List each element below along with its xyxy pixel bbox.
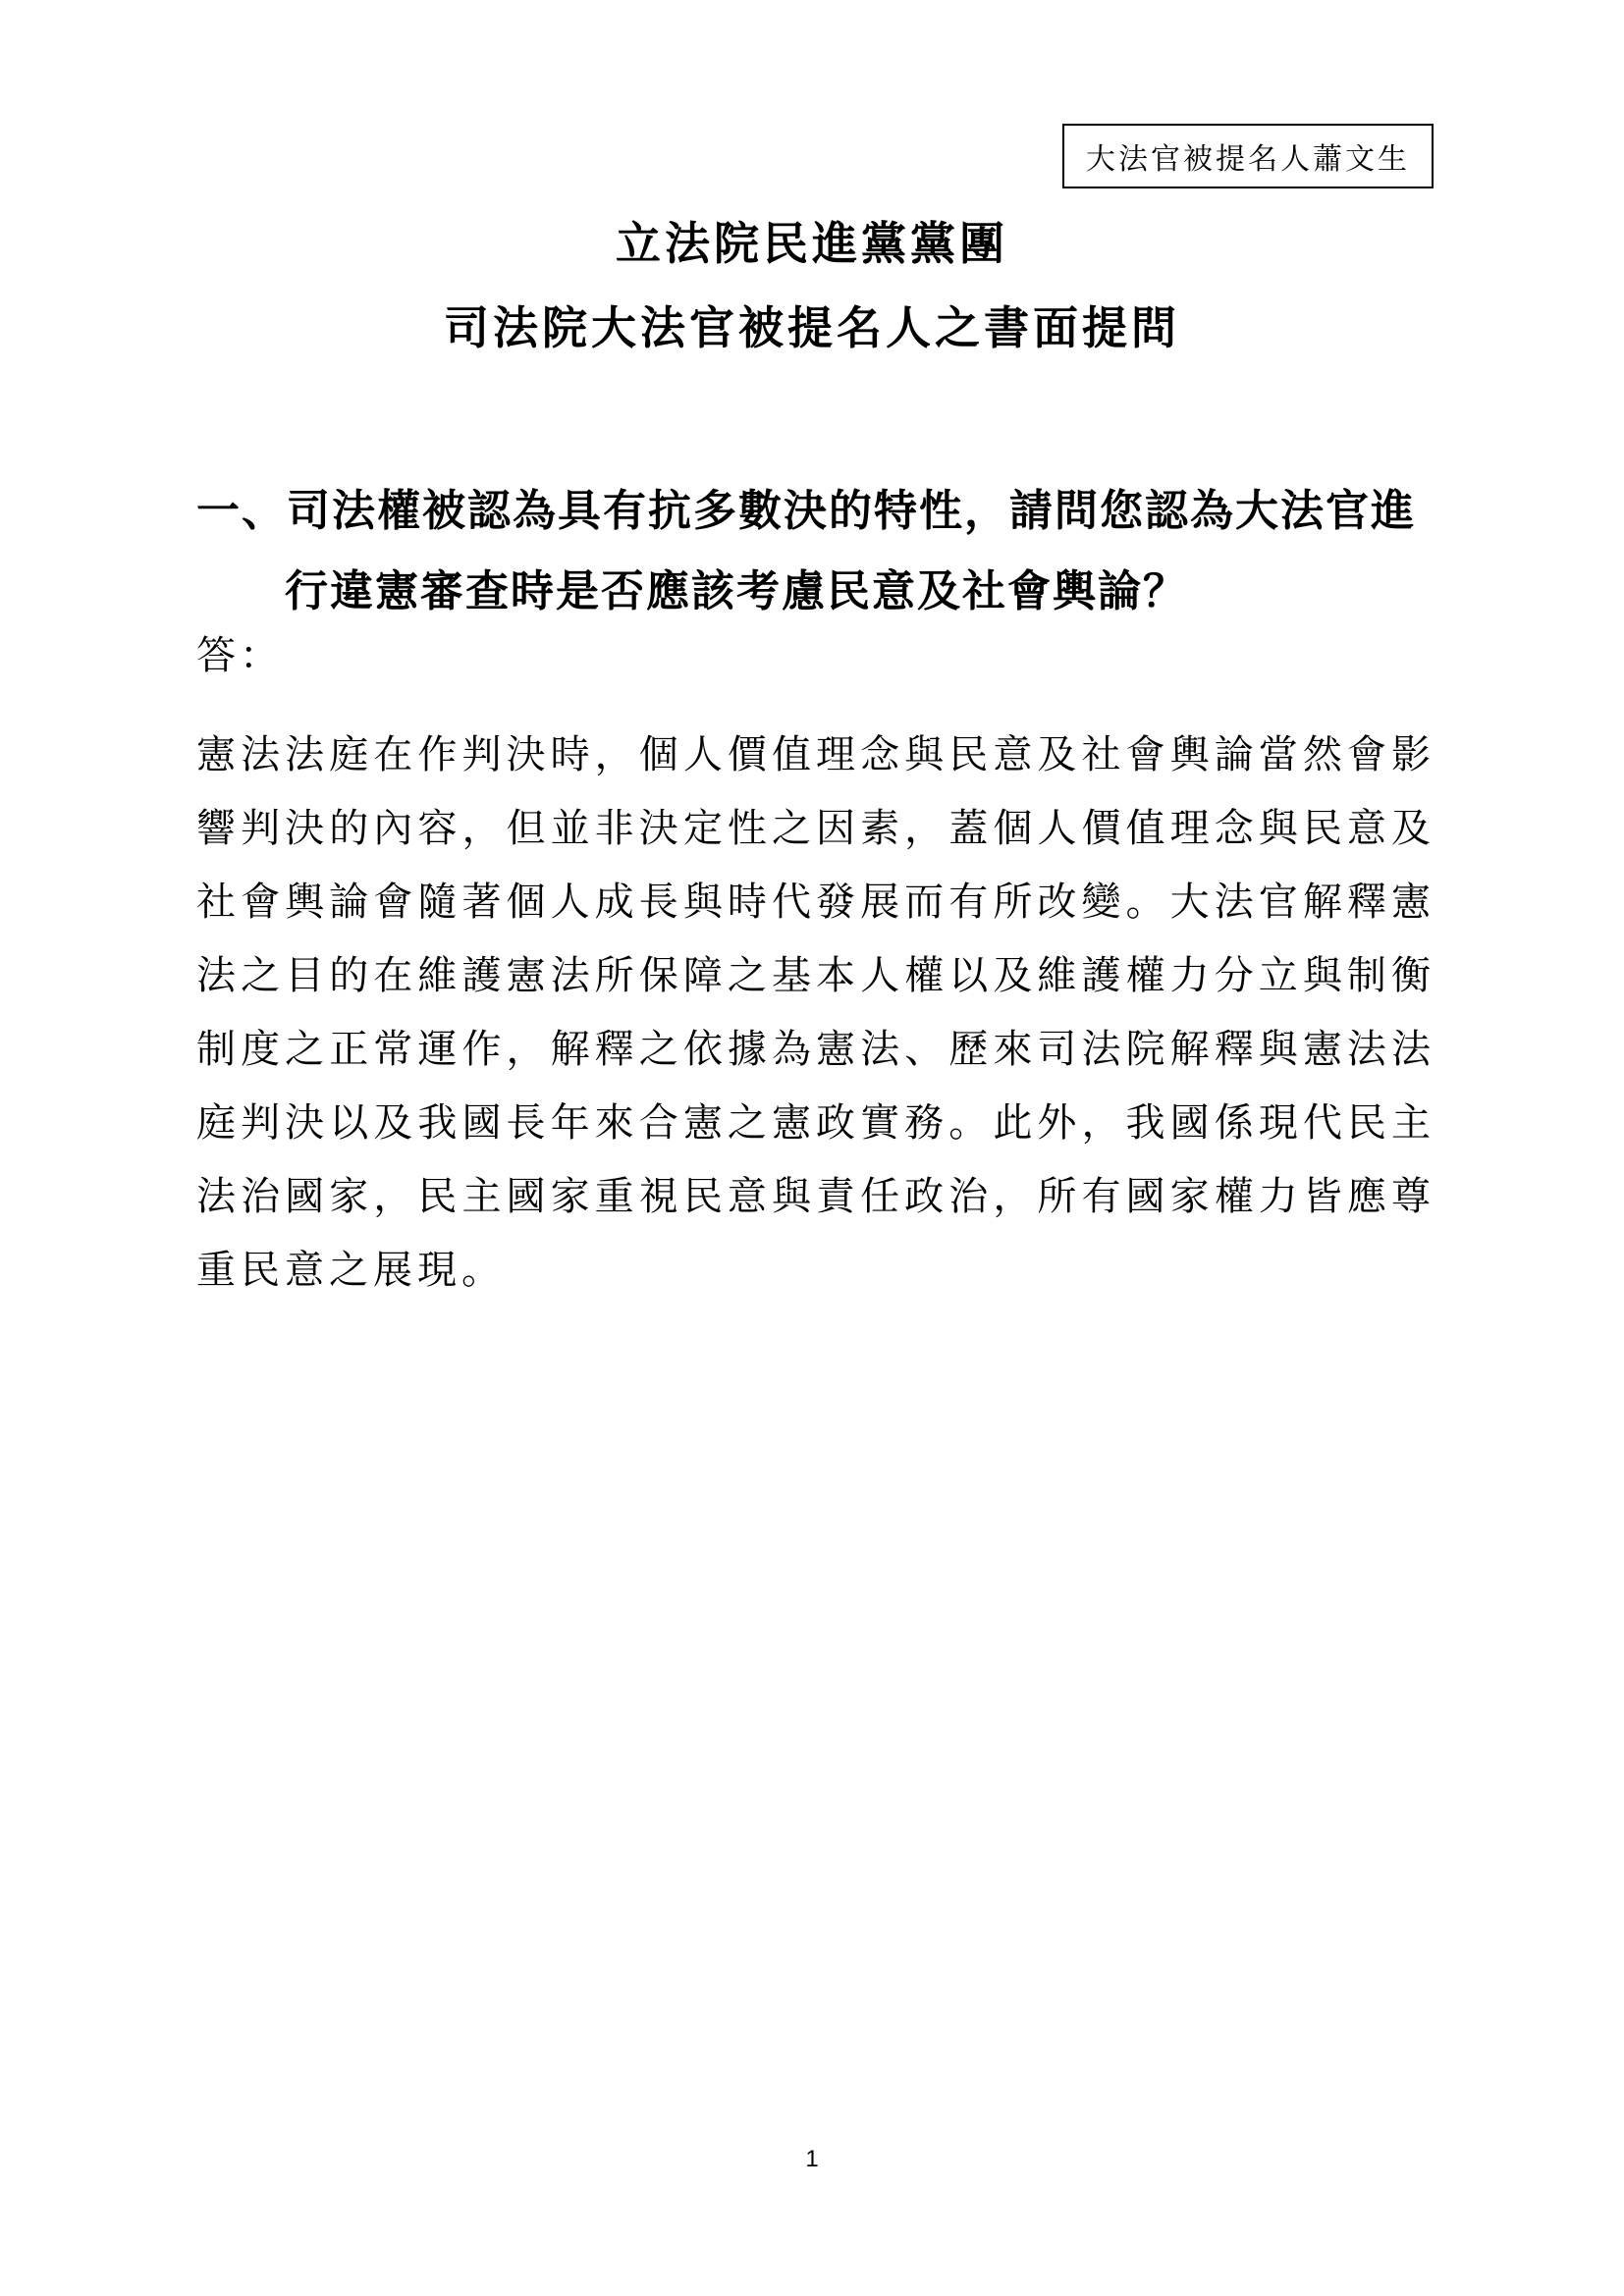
- answer-body: 憲法法庭在作判決時，個人價值理念與民意及社會輿論當然會影響判決的內容，但並非決定性之因素，蓋個人價值理念與民意及社會輿論會隨著個人成長與時代發展而有所改變。大法官解釋憲法之目的在維護憲法所保障之基本人權以及維護權力分立與制衡制度之正常運作，解釋之依據為憲法、歷來司法院解釋與憲法法庭判決以及我國長年來合憲之憲政實務。此外，我國係現代民主法治國家，民主國家重視民意與責任政治，所有國家權力皆應尊重民意之展現。: [196, 732, 1435, 1293]
- answer-label: 答：: [196, 633, 283, 678]
- page-number: 1: [805, 2146, 819, 2172]
- caucus-title: 立法院民進黨黨團: [616, 217, 1008, 270]
- nominee-label-box: [1062, 124, 1434, 188]
- nominee-label: 大法官被提名人蕭文生: [1086, 142, 1410, 177]
- question-text: 一、司法權被認為具有抗多數決的特性，請問您認為大法官進行違憲審查時是否應該考慮民意及社會輿論？: [196, 486, 1416, 616]
- document-title: 司法院大法官被提名人之書面提問: [444, 301, 1180, 354]
